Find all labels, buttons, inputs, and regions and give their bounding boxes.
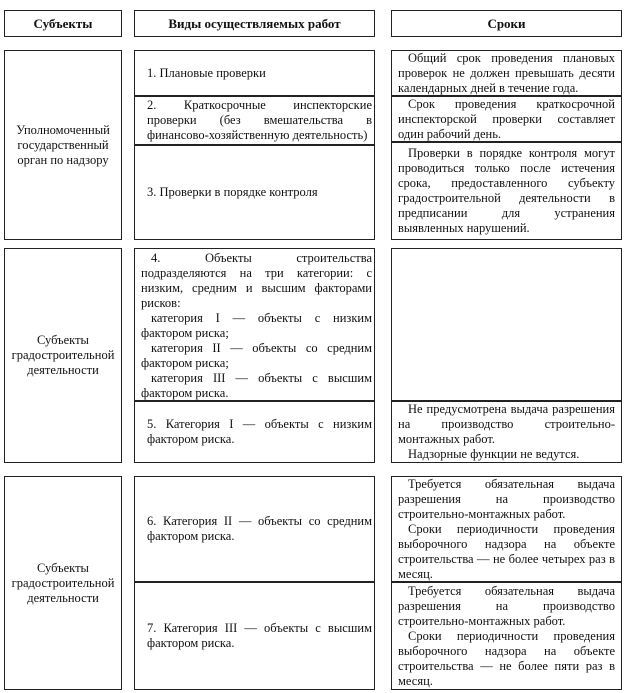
term-item-3-text: Проверки в порядке контроля могут проводиться только после истечения срока, предоставленного субъекту градостроительной деятельности в предписании для устранения выявленных нарушений. xyxy=(398,146,615,235)
term-item-6-para-1: Требуется обязательная выдача разрешения на производство строительно-монтажных работ. xyxy=(398,476,615,521)
work-item-4-category-2: категория II — объекты со средним фактором риска; xyxy=(141,341,372,370)
subject-supervisory-authority: Уполномоченный государственный орган по надзору xyxy=(4,50,122,240)
work-item-2-text: 2. Краткосрочные инспекторские проверки (без вмешательства в финансово-хозяйственную деятельность) xyxy=(147,98,372,142)
work-item-1 xyxy=(134,50,375,96)
term-item-6 xyxy=(391,476,622,582)
work-item-4-category-1: категория I — объекты с низким фактором риска; xyxy=(141,311,372,340)
term-item-1-text: Общий срок проведения плановых проверок не должен превышать десяти календарных дней в течение года. xyxy=(398,50,615,95)
term-item-5-para-2: Надзорные функции не ведутся. xyxy=(408,447,580,461)
work-item-4-text xyxy=(141,251,372,401)
work-item-4 xyxy=(134,248,375,401)
work-item-3-text: 3. Проверки в порядке контроля xyxy=(147,185,318,199)
work-item-7 xyxy=(134,582,375,690)
term-item-7 xyxy=(391,582,622,690)
term-item-7-para-2: Сроки периодичности проведения выборочного надзора на объекте строительства — не более пяти раз в месяц. xyxy=(398,628,615,688)
work-item-3 xyxy=(134,145,375,240)
subject-urban-planning-entities-2: Субъекты градостроительной деятельности xyxy=(4,476,122,690)
term-item-3 xyxy=(391,142,622,240)
work-item-4-intro: 4. Объекты строительства подразделяются на три категории: с низким, средним и высшим факторами рисков: xyxy=(141,251,372,310)
term-item-1 xyxy=(391,50,622,96)
work-item-1-text: 1. Плановые проверки xyxy=(147,65,266,80)
term-item-2 xyxy=(391,96,622,142)
work-item-5 xyxy=(134,401,375,463)
term-item-2-text: Срок проведения краткосрочной инспекторской проверки составляет один рабочий день. xyxy=(398,96,615,141)
term-item-4-empty xyxy=(391,248,622,401)
work-item-5-text: 5. Категория I — объекты с низким фактором риска. xyxy=(147,417,372,446)
term-item-7-text xyxy=(398,584,615,689)
header-terms: Сроки xyxy=(391,10,622,37)
header-subjects: Субъекты xyxy=(4,10,122,37)
work-item-6 xyxy=(134,476,375,582)
work-item-7-text: 7. Категория III — объекты с высшим фактором риска. xyxy=(147,621,372,650)
work-item-4-category-3: категория III — объекты с высшим фактором риска. xyxy=(141,371,372,400)
term-item-7-para-1: Требуется обязательная выдача разрешения на производство строительно-монтажных работ. xyxy=(398,583,615,628)
term-item-5-para-1: Не предусмотрена выдача разрешения на производство строительно-монтажных работ. xyxy=(398,402,615,446)
subject-urban-planning-entities-1: Субъекты градостроительной деятельности xyxy=(4,248,122,463)
work-item-2 xyxy=(134,96,375,145)
work-item-6-text: 6. Категория II — объекты со средним фактором риска. xyxy=(147,514,372,543)
term-item-5-text xyxy=(398,402,615,462)
term-item-5 xyxy=(391,401,622,463)
header-work-types: Виды осуществляемых работ xyxy=(134,10,375,37)
term-item-6-para-2: Сроки периодичности проведения выборочного надзора на объекте строительства — не более четырех раз в месяц. xyxy=(398,521,615,581)
term-item-6-text xyxy=(398,477,615,582)
